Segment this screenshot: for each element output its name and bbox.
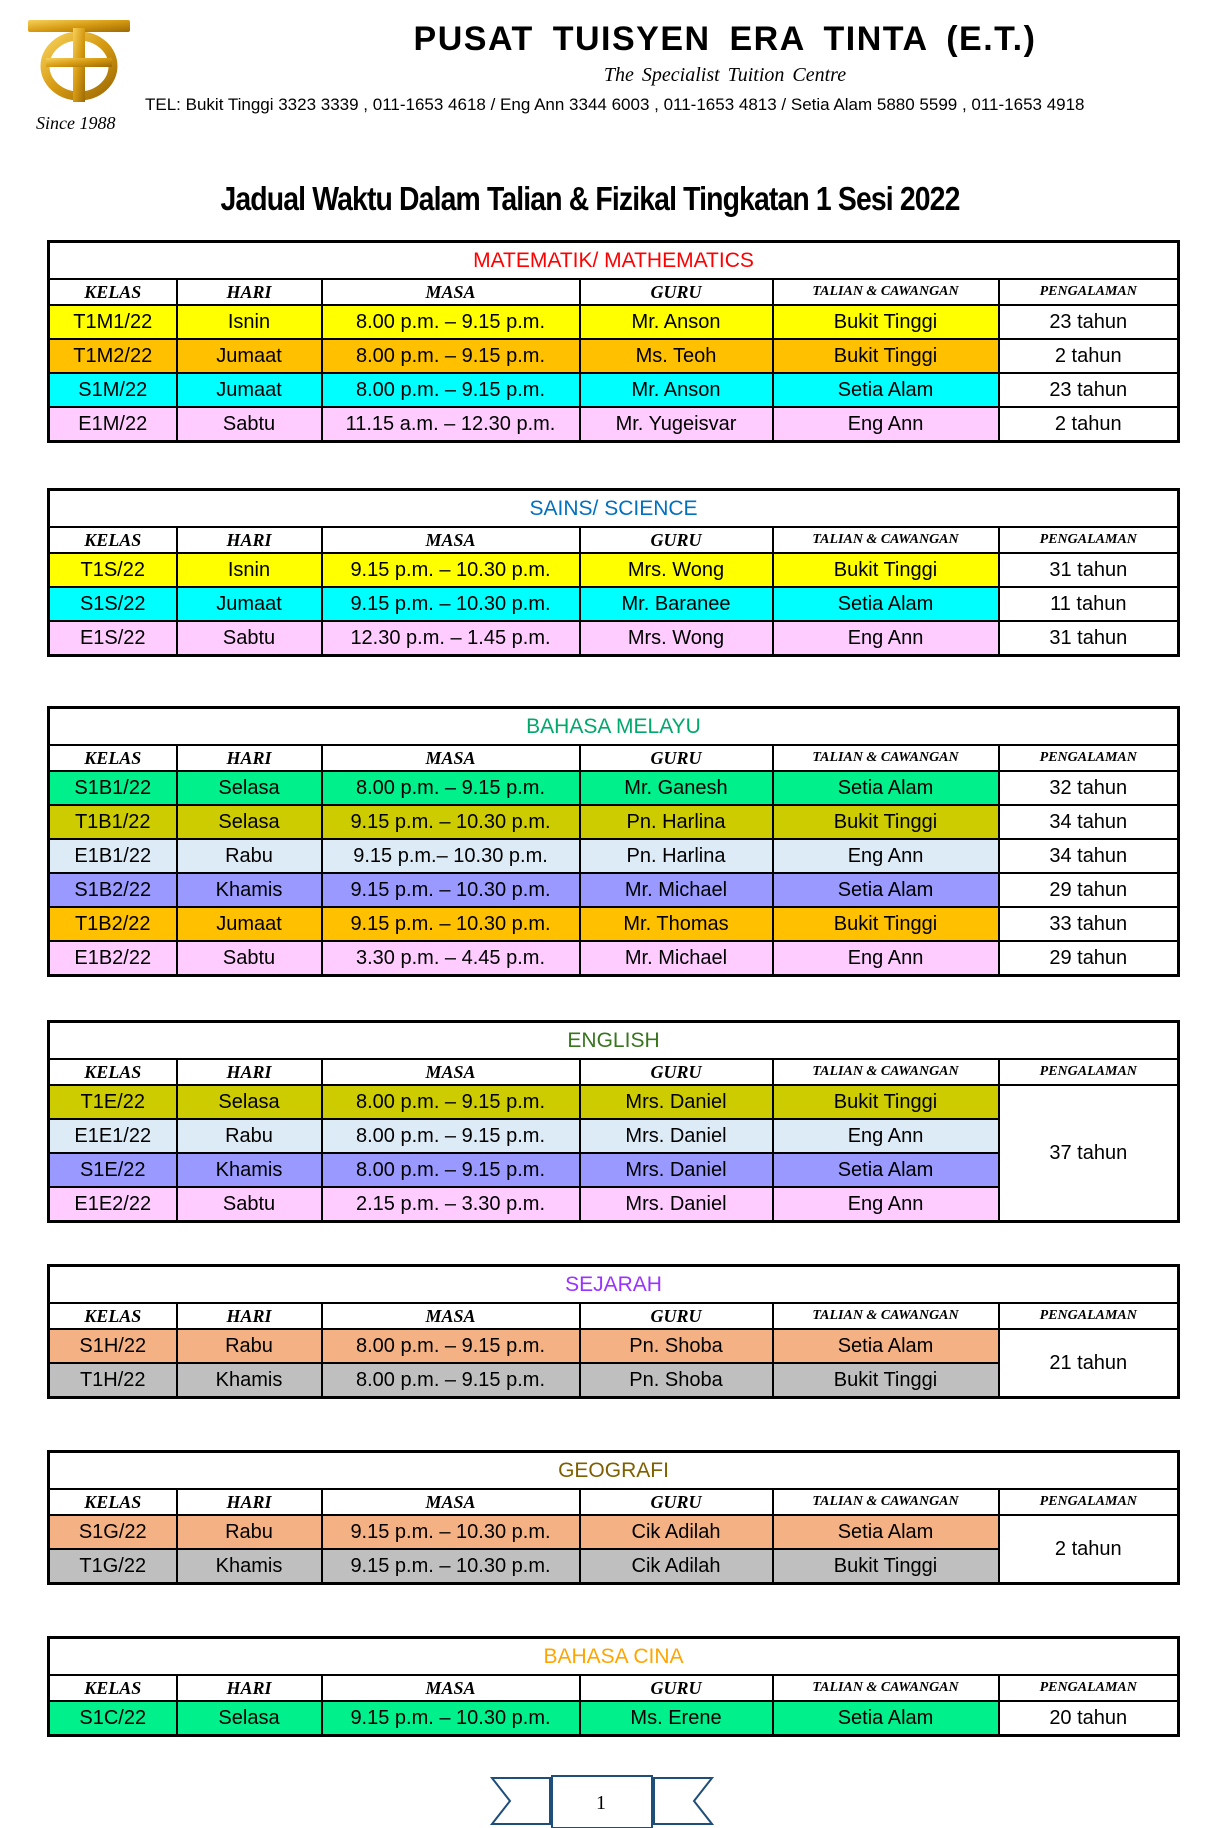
- cell-pengalaman: 2 tahun: [999, 339, 1179, 373]
- column-header-cawangan: TALIAN & CAWANGAN: [773, 1489, 999, 1515]
- column-header-row: [49, 1303, 1179, 1329]
- cell-kelas: S1H/22: [49, 1329, 177, 1363]
- column-header-hari: HARI: [177, 1489, 322, 1515]
- cell-hari: Selasa: [177, 1085, 322, 1119]
- column-header-pengalaman: PENGALAMAN: [999, 745, 1179, 771]
- cell-guru: Ms. Teoh: [580, 339, 773, 373]
- subject-title: ENGLISH: [49, 1022, 1179, 1060]
- column-header-hari: HARI: [177, 527, 322, 553]
- cell-kelas: E1E2/22: [49, 1187, 177, 1222]
- cell-guru: Mrs. Daniel: [580, 1153, 773, 1187]
- column-header-row: [49, 745, 1179, 771]
- cell-pengalaman: 33 tahun: [999, 907, 1179, 941]
- cell-masa: 8.00 p.m. – 9.15 p.m.: [322, 1329, 580, 1363]
- cell-kelas: S1S/22: [49, 587, 177, 621]
- subject-table: [47, 1636, 1180, 1737]
- column-header-guru: GURU: [580, 279, 773, 305]
- table-row: [49, 1085, 1179, 1119]
- cell-kelas: T1S/22: [49, 553, 177, 587]
- column-header-cawangan: TALIAN & CAWANGAN: [773, 745, 999, 771]
- subject-title-row: [49, 242, 1179, 280]
- column-header-row: [49, 1675, 1179, 1701]
- cell-guru: Pn. Harlina: [580, 805, 773, 839]
- table-row: [49, 407, 1179, 442]
- subject-table: [47, 488, 1180, 657]
- column-header-pengalaman: PENGALAMAN: [999, 1489, 1179, 1515]
- cell-guru: Mr. Yugeisvar: [580, 407, 773, 442]
- column-header-guru: GURU: [580, 1059, 773, 1085]
- column-header-masa: MASA: [322, 1059, 580, 1085]
- cell-hari: Jumaat: [177, 339, 322, 373]
- subject-title: BAHASA CINA: [49, 1638, 1179, 1676]
- column-header-kelas: KELAS: [49, 1675, 177, 1701]
- cell-masa: 8.00 p.m. – 9.15 p.m.: [322, 1363, 580, 1398]
- column-header-cawangan: TALIAN & CAWANGAN: [773, 527, 999, 553]
- cell-cawangan: Eng Ann: [773, 621, 999, 656]
- cell-hari: Selasa: [177, 771, 322, 805]
- subject-table: [47, 240, 1180, 443]
- cell-kelas: E1M/22: [49, 407, 177, 442]
- cell-masa: 9.15 p.m. – 10.30 p.m.: [322, 1515, 580, 1549]
- subject-title: GEOGRAFI: [49, 1452, 1179, 1490]
- cell-guru: Mr. Ganesh: [580, 771, 773, 805]
- column-header-masa: MASA: [322, 1303, 580, 1329]
- cell-cawangan: Setia Alam: [773, 587, 999, 621]
- cell-pengalaman: 2 tahun: [999, 1515, 1179, 1584]
- cell-masa: 9.15 p.m. – 10.30 p.m.: [322, 805, 580, 839]
- subject-title: SAINS/ SCIENCE: [49, 490, 1179, 528]
- cell-guru: Mrs. Daniel: [580, 1119, 773, 1153]
- cell-cawangan: Bukit Tinggi: [773, 1085, 999, 1119]
- cell-cawangan: Setia Alam: [773, 771, 999, 805]
- column-header-kelas: KELAS: [49, 279, 177, 305]
- cell-guru: Mr. Anson: [580, 305, 773, 339]
- table-row: [49, 305, 1179, 339]
- cell-cawangan: Eng Ann: [773, 839, 999, 873]
- subject-title-row: [49, 1452, 1179, 1490]
- column-header-cawangan: TALIAN & CAWANGAN: [773, 1675, 999, 1701]
- cell-guru: Pn. Shoba: [580, 1363, 773, 1398]
- column-header-masa: MASA: [322, 1489, 580, 1515]
- cell-kelas: S1G/22: [49, 1515, 177, 1549]
- table-row: [49, 873, 1179, 907]
- subject-title-row: [49, 1022, 1179, 1060]
- era-tinta-logo: [24, 14, 134, 104]
- cell-guru: Mr. Baranee: [580, 587, 773, 621]
- cell-cawangan: Bukit Tinggi: [773, 907, 999, 941]
- cell-guru: Pn. Harlina: [580, 839, 773, 873]
- column-header-pengalaman: PENGALAMAN: [999, 279, 1179, 305]
- table-row: [49, 553, 1179, 587]
- cell-kelas: T1M2/22: [49, 339, 177, 373]
- cell-cawangan: Setia Alam: [773, 1515, 999, 1549]
- subject-title: SEJARAH: [49, 1266, 1179, 1304]
- cell-masa: 9.15 p.m. – 10.30 p.m.: [322, 553, 580, 587]
- column-header-guru: GURU: [580, 745, 773, 771]
- cell-guru: Mr. Michael: [580, 941, 773, 976]
- cell-masa: 8.00 p.m. – 9.15 p.m.: [322, 339, 580, 373]
- cell-pengalaman: 23 tahun: [999, 305, 1179, 339]
- cell-hari: Khamis: [177, 1153, 322, 1187]
- column-header-kelas: KELAS: [49, 1489, 177, 1515]
- cell-hari: Sabtu: [177, 941, 322, 976]
- cell-masa: 8.00 p.m. – 9.15 p.m.: [322, 373, 580, 407]
- subject-table: [47, 1450, 1180, 1585]
- column-header-hari: HARI: [177, 1059, 322, 1085]
- table-row: [49, 373, 1179, 407]
- column-header-row: [49, 1059, 1179, 1085]
- cell-cawangan: Eng Ann: [773, 407, 999, 442]
- cell-cawangan: Bukit Tinggi: [773, 339, 999, 373]
- cell-kelas: S1C/22: [49, 1701, 177, 1736]
- cell-kelas: T1G/22: [49, 1549, 177, 1584]
- subject-table: [47, 706, 1180, 977]
- cell-hari: Rabu: [177, 1515, 322, 1549]
- column-header-masa: MASA: [322, 1675, 580, 1701]
- since-text: Since 1988: [36, 113, 116, 133]
- cell-kelas: T1B1/22: [49, 805, 177, 839]
- cell-cawangan: Eng Ann: [773, 1119, 999, 1153]
- table-row: [49, 941, 1179, 976]
- cell-hari: Jumaat: [177, 907, 322, 941]
- table-row: [49, 1701, 1179, 1736]
- cell-pengalaman: 2 tahun: [999, 407, 1179, 442]
- cell-masa: 2.15 p.m. – 3.30 p.m.: [322, 1187, 580, 1222]
- cell-pengalaman: 31 tahun: [999, 621, 1179, 656]
- cell-cawangan: Eng Ann: [773, 1187, 999, 1222]
- column-header-guru: GURU: [580, 1675, 773, 1701]
- cell-kelas: S1M/22: [49, 373, 177, 407]
- subject-title-row: [49, 490, 1179, 528]
- cell-cawangan: Bukit Tinggi: [773, 1363, 999, 1398]
- column-header-pengalaman: PENGALAMAN: [999, 1059, 1179, 1085]
- cell-hari: Sabtu: [177, 621, 322, 656]
- cell-guru: Pn. Shoba: [580, 1329, 773, 1363]
- column-header-pengalaman: PENGALAMAN: [999, 1303, 1179, 1329]
- cell-masa: 8.00 p.m. – 9.15 p.m.: [322, 305, 580, 339]
- cell-kelas: T1B2/22: [49, 907, 177, 941]
- cell-kelas: E1B2/22: [49, 941, 177, 976]
- subject-title-row: [49, 1266, 1179, 1304]
- tuition-center-name: PUSAT TUISYEN ERA TINTA (E.T.): [413, 20, 1037, 58]
- cell-masa: 3.30 p.m. – 4.45 p.m.: [322, 941, 580, 976]
- subject-table: [47, 1020, 1180, 1223]
- column-header-hari: HARI: [177, 745, 322, 771]
- cell-hari: Isnin: [177, 305, 322, 339]
- subject-table: [47, 1264, 1180, 1399]
- cell-cawangan: Setia Alam: [773, 1329, 999, 1363]
- table-row: [49, 771, 1179, 805]
- cell-masa: 11.15 a.m. – 12.30 p.m.: [322, 407, 580, 442]
- cell-kelas: S1B2/22: [49, 873, 177, 907]
- cell-pengalaman: 34 tahun: [999, 839, 1179, 873]
- column-header-row: [49, 1489, 1179, 1515]
- subject-title-row: [49, 708, 1179, 746]
- column-header-kelas: KELAS: [49, 745, 177, 771]
- column-header-guru: GURU: [580, 1489, 773, 1515]
- cell-pengalaman: 29 tahun: [999, 873, 1179, 907]
- cell-masa: 9.15 p.m. – 10.30 p.m.: [322, 1701, 580, 1736]
- cell-guru: Ms. Erene: [580, 1701, 773, 1736]
- subject-title-row: [49, 1638, 1179, 1676]
- cell-kelas: S1B1/22: [49, 771, 177, 805]
- cell-guru: Mr. Thomas: [580, 907, 773, 941]
- column-header-hari: HARI: [177, 279, 322, 305]
- column-header-guru: GURU: [580, 527, 773, 553]
- cell-hari: Selasa: [177, 805, 322, 839]
- cell-pengalaman: 31 tahun: [999, 553, 1179, 587]
- cell-kelas: S1E/22: [49, 1153, 177, 1187]
- cell-guru: Mrs. Daniel: [580, 1187, 773, 1222]
- table-row: [49, 805, 1179, 839]
- cell-cawangan: Bukit Tinggi: [773, 805, 999, 839]
- page-number: 1: [596, 1792, 606, 1814]
- cell-pengalaman: 34 tahun: [999, 805, 1179, 839]
- column-header-masa: MASA: [322, 527, 580, 553]
- table-row: [49, 621, 1179, 656]
- cell-pengalaman: 21 tahun: [999, 1329, 1179, 1398]
- cell-cawangan: Setia Alam: [773, 1701, 999, 1736]
- cell-cawangan: Setia Alam: [773, 873, 999, 907]
- cell-hari: Rabu: [177, 839, 322, 873]
- cell-hari: Jumaat: [177, 587, 322, 621]
- cell-guru: Mr. Michael: [580, 873, 773, 907]
- cell-guru: Cik Adilah: [580, 1549, 773, 1584]
- cell-masa: 9.15 p.m. – 10.30 p.m.: [322, 1549, 580, 1584]
- cell-kelas: E1E1/22: [49, 1119, 177, 1153]
- cell-cawangan: Bukit Tinggi: [773, 553, 999, 587]
- cell-hari: Khamis: [177, 1363, 322, 1398]
- cell-pengalaman: 29 tahun: [999, 941, 1179, 976]
- cell-pengalaman: 11 tahun: [999, 587, 1179, 621]
- cell-pengalaman: 20 tahun: [999, 1701, 1179, 1736]
- cell-masa: 8.00 p.m. – 9.15 p.m.: [322, 771, 580, 805]
- cell-masa: 9.15 p.m.– 10.30 p.m.: [322, 839, 580, 873]
- cell-guru: Cik Adilah: [580, 1515, 773, 1549]
- cell-hari: Sabtu: [177, 407, 322, 442]
- column-header-hari: HARI: [177, 1675, 322, 1701]
- cell-masa: 8.00 p.m. – 9.15 p.m.: [322, 1119, 580, 1153]
- cell-cawangan: Setia Alam: [773, 1153, 999, 1187]
- table-row: [49, 339, 1179, 373]
- column-header-masa: MASA: [322, 279, 580, 305]
- cell-guru: Mrs. Wong: [580, 621, 773, 656]
- cell-guru: Mrs. Wong: [580, 553, 773, 587]
- cell-guru: Mr. Anson: [580, 373, 773, 407]
- cell-masa: 9.15 p.m. – 10.30 p.m.: [322, 587, 580, 621]
- cell-cawangan: Setia Alam: [773, 373, 999, 407]
- table-row: [49, 907, 1179, 941]
- cell-cawangan: Eng Ann: [773, 941, 999, 976]
- cell-pengalaman: 23 tahun: [999, 373, 1179, 407]
- column-header-kelas: KELAS: [49, 1059, 177, 1085]
- cell-hari: Jumaat: [177, 373, 322, 407]
- cell-masa: 8.00 p.m. – 9.15 p.m.: [322, 1153, 580, 1187]
- cell-hari: Rabu: [177, 1329, 322, 1363]
- column-header-cawangan: TALIAN & CAWANGAN: [773, 1059, 999, 1085]
- cell-masa: 9.15 p.m. – 10.30 p.m.: [322, 873, 580, 907]
- cell-hari: Isnin: [177, 553, 322, 587]
- column-header-row: [49, 279, 1179, 305]
- column-header-hari: HARI: [177, 1303, 322, 1329]
- cell-kelas: E1S/22: [49, 621, 177, 656]
- cell-kelas: E1B1/22: [49, 839, 177, 873]
- table-row: [49, 839, 1179, 873]
- cell-hari: Khamis: [177, 1549, 322, 1584]
- document-title: Jadual Waktu Dalam Talian & Fizikal Tingkatan 1 Sesi 2022: [220, 180, 960, 217]
- column-header-cawangan: TALIAN & CAWANGAN: [773, 1303, 999, 1329]
- column-header-guru: GURU: [580, 1303, 773, 1329]
- column-header-row: [49, 527, 1179, 553]
- cell-kelas: T1M1/22: [49, 305, 177, 339]
- cell-kelas: T1E/22: [49, 1085, 177, 1119]
- cell-masa: 9.15 p.m. – 10.30 p.m.: [322, 907, 580, 941]
- cell-pengalaman: 32 tahun: [999, 771, 1179, 805]
- cell-kelas: T1H/22: [49, 1363, 177, 1398]
- table-row: [49, 1329, 1179, 1363]
- cell-masa: 8.00 p.m. – 9.15 p.m.: [322, 1085, 580, 1119]
- cell-hari: Selasa: [177, 1701, 322, 1736]
- subject-title: MATEMATIK/ MATHEMATICS: [49, 242, 1179, 280]
- cell-masa: 12.30 p.m. – 1.45 p.m.: [322, 621, 580, 656]
- telephone-line: TEL: Bukit Tinggi 3323 3339 , 011-1653 4618 / Eng Ann 3344 6003 , 011-1653 4813 / Setia Alam 5880 5599 , 011-1653 4918: [145, 95, 1085, 114]
- cell-pengalaman: 37 tahun: [999, 1085, 1179, 1222]
- cell-guru: Mrs. Daniel: [580, 1085, 773, 1119]
- column-header-pengalaman: PENGALAMAN: [999, 1675, 1179, 1701]
- column-header-kelas: KELAS: [49, 527, 177, 553]
- cell-hari: Sabtu: [177, 1187, 322, 1222]
- table-row: [49, 1515, 1179, 1549]
- cell-hari: Rabu: [177, 1119, 322, 1153]
- subject-title: BAHASA MELAYU: [49, 708, 1179, 746]
- column-header-cawangan: TALIAN & CAWANGAN: [773, 279, 999, 305]
- column-header-pengalaman: PENGALAMAN: [999, 527, 1179, 553]
- cell-cawangan: Bukit Tinggi: [773, 1549, 999, 1584]
- cell-cawangan: Bukit Tinggi: [773, 305, 999, 339]
- column-header-kelas: KELAS: [49, 1303, 177, 1329]
- table-row: [49, 587, 1179, 621]
- tagline: The Specialist Tuition Centre: [603, 64, 847, 86]
- cell-hari: Khamis: [177, 873, 322, 907]
- column-header-masa: MASA: [322, 745, 580, 771]
